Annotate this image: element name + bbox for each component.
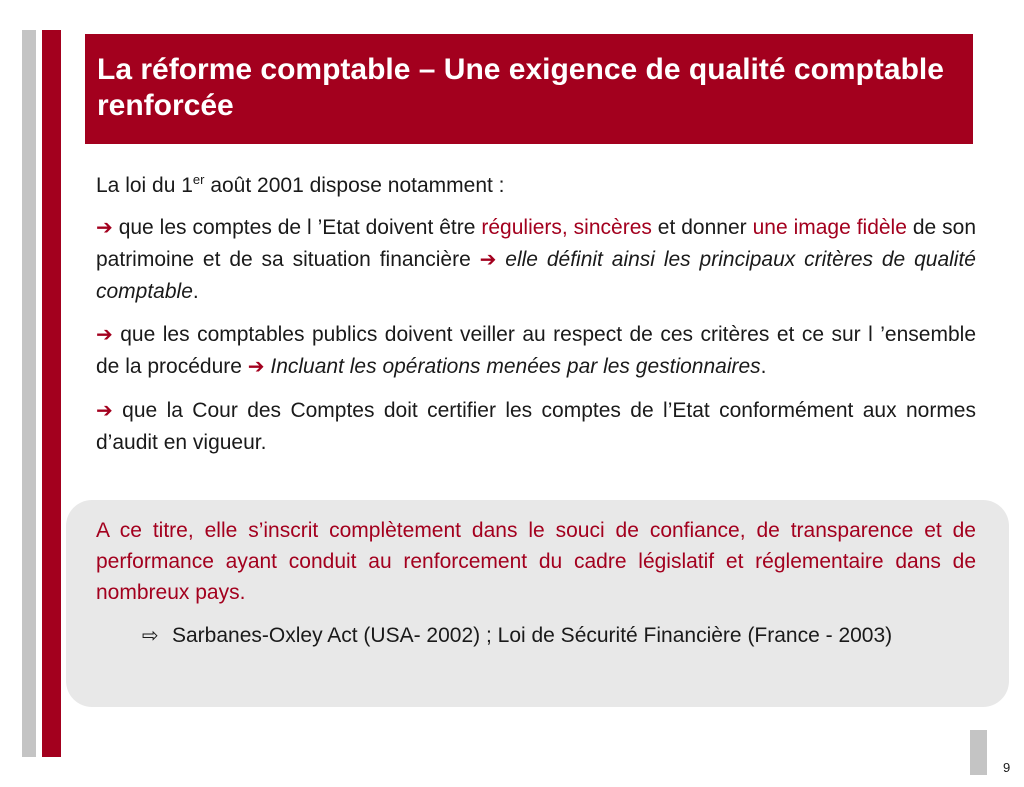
point-2-text: que les comptables publics doivent veiller au respect de ces critères et ce sur l ’ensemble de la procédure: [96, 323, 976, 378]
highlight-paragraph: A ce titre, elle s’inscrit complètement dans le souci de confiance, de transparence et de performance ayant conduit au renforcement du cadre législatif et réglementaire dans de nombreux pays.: [96, 519, 976, 604]
point-1-text-3: de son patrimoine et de sa situation financière: [96, 216, 976, 271]
point-1-text-4: .: [192, 280, 199, 303]
intro-text-start: La loi du 1: [96, 174, 193, 197]
point-2-text-2: .: [760, 355, 767, 378]
point-1-text-2: et donner: [651, 216, 753, 239]
main-content: [96, 170, 976, 470]
outline-arrow-icon: ⇨: [142, 625, 159, 647]
point-1-text: que les comptes de l ’Etat doivent être: [112, 216, 482, 239]
page-number: 9: [1003, 760, 1011, 775]
arrow-right-icon: ➔: [479, 249, 497, 271]
page-number-tab: [970, 730, 987, 775]
point-1-emphasis-1: réguliers, sincères: [481, 216, 652, 239]
slide-title: La réforme comptable – Une exigence de qualité comptable renforcée: [97, 53, 944, 122]
point-1: [96, 212, 976, 307]
point-1-italic: elle définit ainsi les principaux critères de qualité comptable: [96, 248, 976, 303]
highlight-sub-item-text: Sarbanes-Oxley Act (USA- 2002) ; Loi de Sécurité Financière (France - 2003): [172, 624, 893, 647]
intro-text-end: août 2001 dispose notamment :: [204, 174, 505, 197]
point-2-italic: Incluant les opérations menées par les gestionnaires: [264, 355, 761, 378]
point-1-emphasis-2: une image fidèle: [752, 216, 907, 239]
intro-line: [96, 170, 976, 201]
point-3: [96, 395, 976, 458]
intro-superscript: er: [192, 172, 205, 187]
arrow-right-icon: ➔: [247, 356, 265, 378]
arrow-right-icon: ➔: [96, 217, 113, 239]
highlight-sub-item: [96, 620, 976, 652]
left-red-bar: [42, 30, 61, 757]
point-3-text: que la Cour des Comptes doit certifier les comptes de l’Etat conformément aux normes d’audit en vigueur.: [96, 399, 976, 454]
arrow-right-icon: ➔: [96, 400, 113, 422]
point-2: [96, 319, 976, 383]
arrow-right-icon: ➔: [96, 324, 113, 346]
highlight-content: [96, 515, 976, 652]
title-banner: [85, 34, 973, 144]
left-grey-bar: [22, 30, 36, 757]
